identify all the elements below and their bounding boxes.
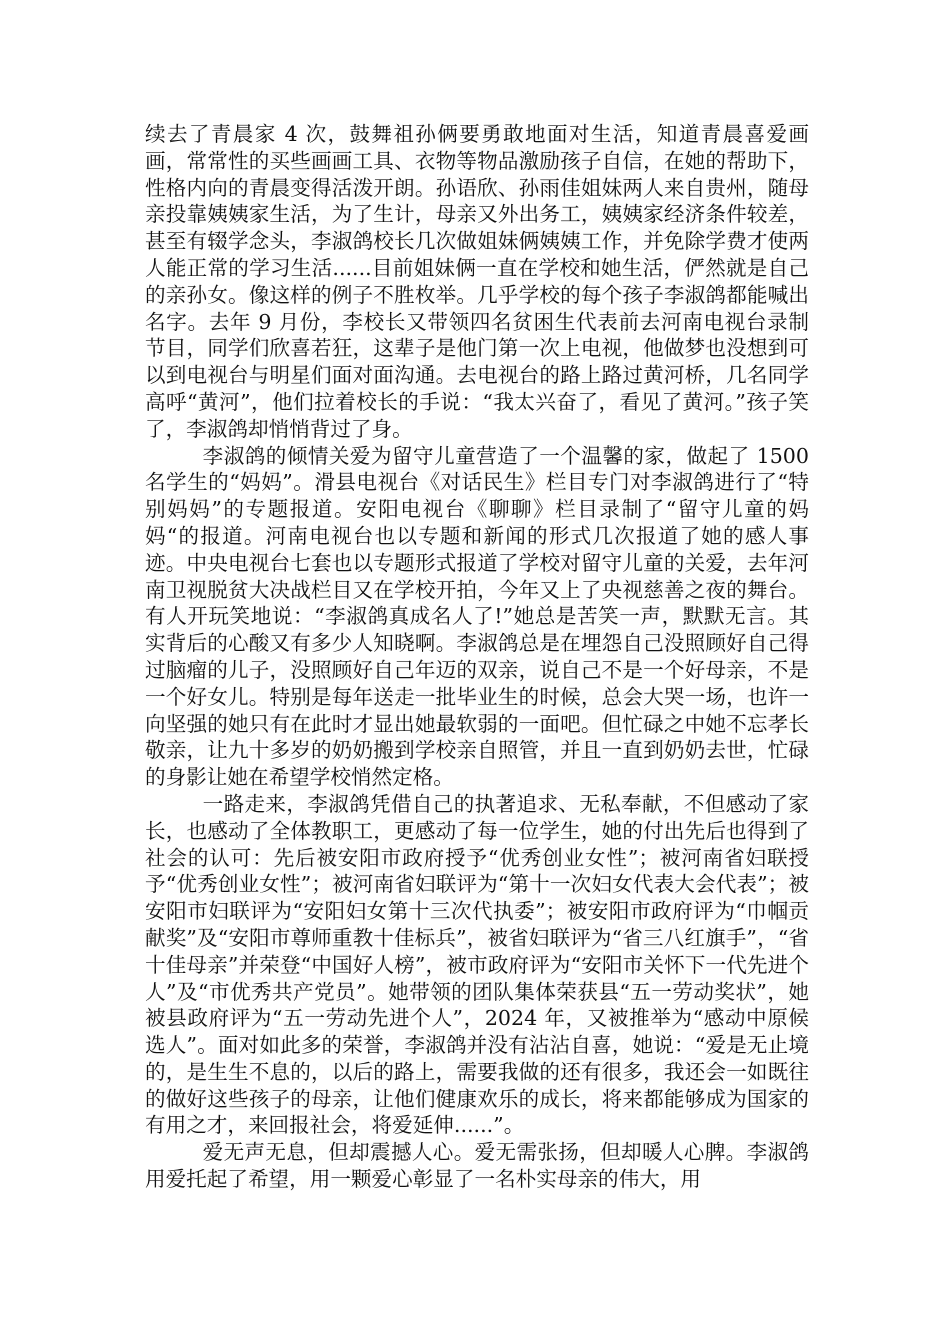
paragraph-1: 续去了青晨家 4 次，鼓舞祖孙俩要勇敢地面对生活，知道青晨喜爱画画，常常性的买些画画工具、衣物等物品激励孩子自信，在她的帮助下，性格内向的青晨变得活泼开朗。孙语欣、孙雨佳姐妹两人来自贵州，随母亲投靠姨姨家生活，为了生计，母亲又外出务工，姨姨家经济条件较差，甚至有辍学念头，李淑鸽校长几次做姐妹俩姨姨工作，并免除学费才使两人能正常的学习生活......目前姐妹俩一直在学校和她生活，俨然就是自己的亲孙女。像这样的例子不胜枚举。几乎学校的每个孩子李淑鸽都能喊出名字。去年 9 月份，李校长又带领四名贫困生代表前去河南电视台录制节目，同学们欣喜若狂，这辈子是他门第一次上电视，他做梦也没想到可以到电视台与明星们面对面沟通。去电视台的路上路过黄河桥，几名同学高呼“黄河”，他们拉着校长的手说：“我太兴奋了，看见了黄河。”孩子笑了，李淑鸽却悄悄背过了身。 [145, 122, 809, 441]
paragraph-2: 李淑鸽的倾情关爱为留守儿童营造了一个温馨的家，做起了 1500 名学生的“妈妈”。滑县电视台《对话民生》栏目专门对李淑鸽进行了“特别妈妈”的专题报道。安阳电视台《聊聊》栏目录制了“留守儿童的妈妈“的报道。河南电视台也以专题和新闻的形式几次报道了她的感人事迹。中央电视台七套也以专题形式报道了学校对留守儿童的关爱，去年河南卫视脱贫大决战栏目又在学校开拍，今年又上了央视慈善之夜的舞台。有人开玩笑地说：“李淑鸽真成名人了!”她总是苦笑一声，默默无言。其实背后的心酸又有多少人知晓啊。李淑鸽总是在埋怨自己没照顾好自己得过脑瘤的儿子，没照顾好自己年迈的双亲，说自己不是一个好母亲，不是一个好女儿。特别是每年送走一批毕业生的时候，总会大哭一场，也许一向坚强的她只有在此时才显出她最软弱的一面吧。但忙碌之中她不忘孝长敬亲，让九十多岁的奶奶搬到学校亲自照管，并且一直到奶奶去世，忙碌的身影让她在希望学校悄然定格。 [145, 443, 816, 790]
paragraph-4: 爱无声无息，但却震撼人心。爱无需张扬，但却暖人心脾。李淑鸽用爱托起了希望，用一颗爱心彰显了一名朴实母亲的伟大，用 [145, 1140, 809, 1192]
document-body [145, 121, 816, 1193]
paragraph-3: 一路走来，李淑鸽凭借自己的执著追求、无私奉献，不但感动了家长，也感动了全体教职工，更感动了每一位学生，她的付出先后也得到了社会的认可：先后被安阳市政府授予“优秀创业女性”；被河南省妇联授予“优秀创业女性”；被河南省妇联评为“第十一次妇女代表大会代表”；被安阳市妇联评为“安阳妇女第十三次代执委”；被安阳市政府评为“巾帼贡献奖”及“安阳市尊师重教十佳标兵”，被省妇联评为“省三八红旗手”，“省十佳母亲”并荣登“中国好人榜”，被市政府评为“安阳市关怀下一代先进个人”及“市优秀共产党员”。她带领的团队集体荣获县“五一劳动奖状”，她被县政府评为“五一劳动先进个人”，2024 年，又被推举为“感动中原候选人”。面对如此多的荣誉，李淑鸽并没有沾沾自喜，她说：“爱是无止境的，是生生不息的，以后的路上，需要我做的还有很多，我还会一如既往的做好这些孩子的母亲，让他们健康欢乐的成长，将来都能够成为国家的有用之才，来回报社会，将爱延伸......”。 [145, 791, 809, 1138]
